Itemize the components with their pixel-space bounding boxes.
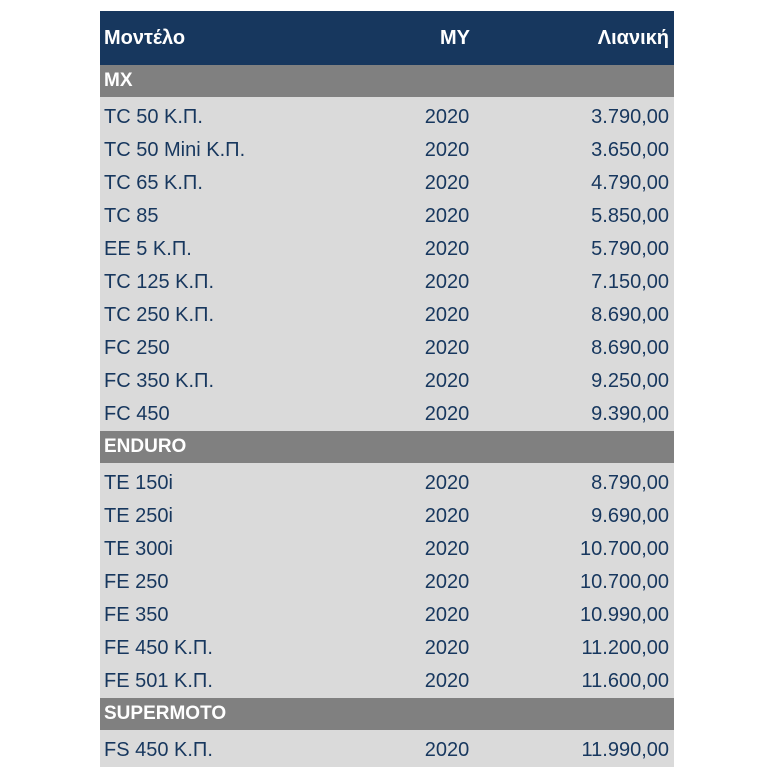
model-cell: FC 250 bbox=[104, 337, 170, 359]
model-cell: TC 85 bbox=[104, 205, 159, 227]
price-cell: 10.990,00 bbox=[580, 604, 669, 626]
model-cell: TE 250i bbox=[104, 505, 173, 527]
section-header: MX bbox=[100, 65, 674, 97]
table-row bbox=[100, 665, 674, 698]
price-cell: 9.250,00 bbox=[591, 370, 669, 392]
price-cell: 8.690,00 bbox=[591, 304, 669, 326]
header-model: Μοντέλο bbox=[104, 26, 186, 49]
price-cell: 5.790,00 bbox=[591, 238, 669, 260]
my-cell: 2020 bbox=[424, 238, 470, 260]
price-cell: 9.390,00 bbox=[591, 403, 669, 425]
table-row bbox=[100, 299, 674, 332]
model-cell: FE 350 bbox=[104, 604, 169, 626]
my-cell: 2020 bbox=[424, 172, 470, 194]
model-cell: TC 125 Κ.Π. bbox=[104, 271, 215, 293]
table-header bbox=[100, 11, 674, 65]
my-cell: 2020 bbox=[424, 670, 470, 692]
section-body bbox=[100, 463, 674, 698]
table-row bbox=[100, 365, 674, 398]
model-cell: EE 5 Κ.Π. bbox=[104, 238, 192, 260]
model-cell: TC 250 Κ.Π. bbox=[104, 304, 215, 326]
table-row bbox=[100, 233, 674, 266]
my-cell: 2020 bbox=[424, 271, 470, 293]
model-cell: TC 50 Κ.Π. bbox=[104, 106, 203, 128]
table-row bbox=[100, 599, 674, 632]
model-cell: FC 350 Κ.Π. bbox=[104, 370, 215, 392]
price-cell: 8.790,00 bbox=[591, 472, 669, 494]
section-body bbox=[100, 97, 674, 431]
model-cell: TC 50 Mini Κ.Π. bbox=[104, 139, 246, 161]
model-cell: FS 450 Κ.Π. bbox=[104, 739, 213, 761]
price-cell: 8.690,00 bbox=[591, 337, 669, 359]
table-row bbox=[100, 167, 674, 200]
model-cell: FE 501 Κ.Π. bbox=[104, 670, 213, 692]
price-cell: 11.200,00 bbox=[581, 637, 669, 659]
header-my: MY bbox=[440, 26, 470, 49]
price-cell: 4.790,00 bbox=[591, 172, 669, 194]
table-row bbox=[100, 266, 674, 299]
my-cell: 2020 bbox=[424, 403, 470, 425]
price-cell: 11.600,00 bbox=[581, 670, 669, 692]
model-cell: TE 300i bbox=[104, 538, 173, 560]
table-row bbox=[100, 632, 674, 665]
my-cell: 2020 bbox=[424, 106, 470, 128]
my-cell: 2020 bbox=[424, 370, 470, 392]
my-cell: 2020 bbox=[424, 139, 470, 161]
my-cell: 2020 bbox=[424, 505, 470, 527]
table-row bbox=[100, 332, 674, 365]
model-cell: FC 450 bbox=[104, 403, 170, 425]
price-cell: 10.700,00 bbox=[580, 538, 669, 560]
section-header: SUPERMOTO bbox=[100, 698, 674, 730]
table-row bbox=[100, 734, 674, 767]
table-row bbox=[100, 500, 674, 533]
my-cell: 2020 bbox=[424, 604, 470, 626]
table-row bbox=[100, 566, 674, 599]
price-cell: 3.790,00 bbox=[591, 106, 669, 128]
table-row bbox=[100, 533, 674, 566]
table-row bbox=[100, 467, 674, 500]
table-row bbox=[100, 398, 674, 431]
table-row bbox=[100, 200, 674, 233]
price-cell: 11.990,00 bbox=[581, 739, 669, 761]
my-cell: 2020 bbox=[424, 571, 470, 593]
model-cell: TE 150i bbox=[104, 472, 173, 494]
model-cell: FE 250 bbox=[104, 571, 169, 593]
section-header: ENDURO bbox=[100, 431, 674, 463]
my-cell: 2020 bbox=[424, 637, 470, 659]
model-cell: TC 65 Κ.Π. bbox=[104, 172, 203, 194]
header-retail: Λιανική bbox=[597, 26, 669, 49]
my-cell: 2020 bbox=[424, 337, 470, 359]
model-cell: FE 450 Κ.Π. bbox=[104, 637, 213, 659]
price-cell: 7.150,00 bbox=[591, 271, 669, 293]
price-cell: 3.650,00 bbox=[591, 139, 669, 161]
my-cell: 2020 bbox=[424, 739, 470, 761]
price-cell: 5.850,00 bbox=[591, 205, 669, 227]
my-cell: 2020 bbox=[424, 472, 470, 494]
price-cell: 10.700,00 bbox=[580, 571, 669, 593]
table-body bbox=[100, 65, 674, 767]
table-row bbox=[100, 101, 674, 134]
my-cell: 2020 bbox=[424, 538, 470, 560]
section-body bbox=[100, 730, 674, 767]
my-cell: 2020 bbox=[424, 205, 470, 227]
price-table bbox=[100, 11, 674, 767]
table-row bbox=[100, 134, 674, 167]
price-cell: 9.690,00 bbox=[591, 505, 669, 527]
my-cell: 2020 bbox=[424, 304, 470, 326]
